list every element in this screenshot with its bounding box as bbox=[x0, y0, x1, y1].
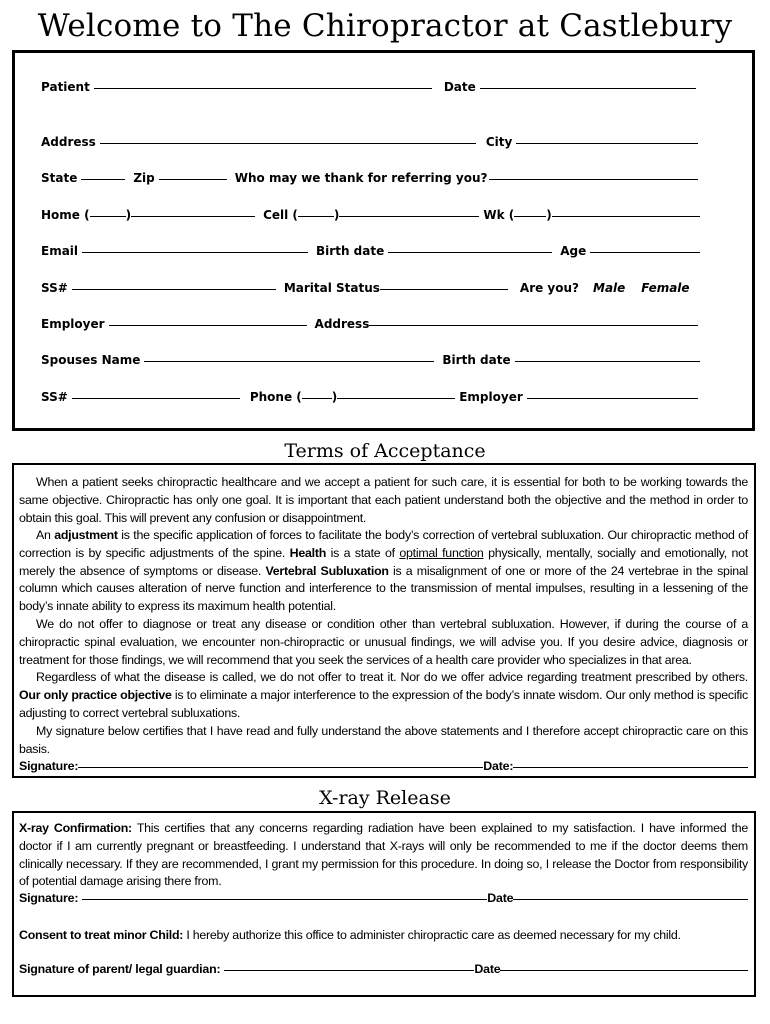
address-field[interactable] bbox=[100, 142, 476, 144]
practice-objective-term: Our only practice objective bbox=[19, 687, 172, 702]
state-row bbox=[41, 171, 726, 185]
employer-row bbox=[41, 317, 726, 331]
work-phone-label: Wk ( bbox=[483, 208, 515, 222]
referral-label: Who may we thank for referring you? bbox=[234, 171, 488, 185]
spouse-ss-field[interactable] bbox=[72, 397, 240, 399]
guardian-signature-field[interactable] bbox=[224, 969, 474, 971]
employer-address-field[interactable] bbox=[369, 324, 698, 326]
ss-label: SS# bbox=[41, 281, 68, 295]
terms-p4-text-a: Regardless of what the disease is called, we do not offer to treat it. Nor do we offer advice regarding treatment prescribed by others. bbox=[36, 670, 748, 684]
xray-heading: X-ray Release bbox=[319, 787, 451, 809]
terms-signature-field[interactable] bbox=[78, 766, 483, 768]
spouse-row bbox=[41, 353, 726, 367]
consent-paragraph bbox=[19, 927, 748, 945]
spouse-phone-field[interactable] bbox=[337, 397, 455, 399]
spouse-ss-label: SS# bbox=[41, 390, 68, 404]
terms-paragraph-5 bbox=[19, 723, 748, 759]
terms-p1-text: When a patient seeks chiropractic healthcare and we accept a patient for such care, it is essential for both to be working towards the same objective. Chiropractic has only one goal. It is important that each patient understand both the objective and the method in order to obtain this goal. This will prevent any confusion or disappointment. bbox=[19, 475, 748, 525]
terms-paragraph-4 bbox=[19, 669, 748, 722]
city-field[interactable] bbox=[516, 142, 698, 144]
work-phone-field[interactable] bbox=[552, 215, 700, 217]
xray-date-label: Date bbox=[487, 891, 514, 905]
employer-field[interactable] bbox=[109, 324, 307, 326]
referral-field[interactable] bbox=[489, 178, 699, 180]
consent-text: I hereby authorize this office to administer chiropractic care as deemed necessary for my child. bbox=[183, 928, 681, 942]
xray-confirmation-paragraph bbox=[19, 820, 748, 891]
guardian-date-field[interactable] bbox=[500, 969, 748, 971]
email-field[interactable] bbox=[82, 251, 308, 253]
terms-paragraph-2 bbox=[19, 527, 748, 616]
marital-status-label: Marital Status bbox=[283, 281, 380, 295]
email-label: Email bbox=[41, 244, 79, 258]
terms-section bbox=[12, 463, 756, 778]
birth-date-label: Birth date bbox=[316, 244, 385, 258]
spouse-employer-field[interactable] bbox=[527, 397, 698, 399]
xray-signature-label: Signature: bbox=[19, 891, 79, 905]
spouse-area-code-field[interactable] bbox=[302, 397, 332, 399]
terms-signature-label: Signature: bbox=[19, 759, 79, 773]
home-phone-label: Home ( bbox=[41, 208, 90, 222]
work-area-code-field[interactable] bbox=[514, 215, 546, 217]
xray-signature-field[interactable] bbox=[82, 898, 487, 900]
phone-row bbox=[41, 208, 726, 222]
page-title: Welcome to The Chiropractor at Castlebury bbox=[37, 8, 733, 44]
terms-date-label: Date: bbox=[483, 759, 514, 773]
terms-paragraph-1 bbox=[19, 474, 748, 527]
terms-signature-row bbox=[19, 759, 748, 773]
date-field[interactable] bbox=[480, 87, 696, 89]
employer-label: Employer bbox=[41, 317, 105, 331]
terms-date-field[interactable] bbox=[513, 766, 748, 768]
terms-p2-text-d: physically, mentally, socially and emotionally, not merely the absence of symptoms or disease. bbox=[19, 545, 748, 578]
spouse-name-label: Spouses Name bbox=[41, 353, 141, 367]
consent-label: Consent to treat minor Child: bbox=[19, 928, 184, 942]
optimal-function-term: optimal function bbox=[399, 545, 484, 560]
xray-confirmation-text: This certifies that any concerns regarding radiation have been explained to my satisfaction. I have informed the doctor if I am currently pregnant or breastfeeding. I understand that X-rays will only be recommended to me if the doctor deems them clinically necessary. If they are recommended, I grant my permission for this procedure. In doing so, I release the Doctor from responsibility of potential damage arising there from. bbox=[19, 821, 748, 889]
spouse-employer-label: Employer bbox=[459, 390, 523, 404]
cell-phone-label: Cell ( bbox=[263, 208, 298, 222]
age-label: Age bbox=[560, 244, 587, 258]
terms-p2-text-a: An bbox=[36, 528, 55, 542]
city-label: City bbox=[485, 135, 513, 149]
health-term: Health bbox=[289, 545, 327, 560]
spouse-birth-date-label: Birth date bbox=[442, 353, 511, 367]
are-you-label: Are you? bbox=[519, 281, 579, 295]
terms-p2-text-e: is a misalignment of one or more of the 24 vertebrae in the spinal column which causes alteration of nerve function and interference to the transmission of mental impulses, resulting in a lessening of the body’s innate ability to express its maximum health potential. bbox=[19, 563, 748, 614]
state-label: State bbox=[41, 171, 78, 185]
state-field[interactable] bbox=[81, 178, 125, 180]
xray-date-field[interactable] bbox=[513, 898, 748, 900]
vertebral-subluxation-term: Vertebral Subluxation bbox=[265, 563, 389, 578]
terms-p2-text-c: is a state of bbox=[326, 545, 400, 560]
terms-p2-text-b: is the specific application of forces to facilitate the body’s correction of vertebral subluxation. Our chiropractic method of correction is by specific adjustments of the spine. bbox=[19, 528, 748, 560]
employer-address-label: Address bbox=[314, 317, 370, 331]
terms-paragraph-3 bbox=[19, 616, 748, 669]
guardian-date-label: Date bbox=[474, 962, 501, 976]
guardian-signature-row bbox=[19, 962, 748, 976]
address-label: Address bbox=[41, 135, 96, 149]
patient-row bbox=[41, 80, 726, 94]
home-phone-field[interactable] bbox=[131, 215, 255, 217]
email-row bbox=[41, 244, 726, 258]
ss-field[interactable] bbox=[72, 288, 276, 290]
spouse-paren-close: ) bbox=[331, 390, 338, 404]
adjustment-term: adjustment bbox=[54, 528, 118, 542]
patient-label: Patient bbox=[41, 80, 90, 94]
date-label: Date bbox=[443, 80, 476, 94]
marital-status-field[interactable] bbox=[380, 288, 508, 290]
spouse-phone-label: Phone ( bbox=[249, 390, 302, 404]
spouse-ss-row bbox=[41, 390, 726, 404]
ss-row bbox=[41, 281, 726, 295]
patient-info-section bbox=[12, 50, 755, 431]
work-paren-close: ) bbox=[546, 208, 552, 222]
cell-area-code-field[interactable] bbox=[298, 215, 334, 217]
spouse-birth-date-field[interactable] bbox=[515, 360, 700, 362]
home-paren-close: ) bbox=[125, 208, 132, 222]
terms-heading: Terms of Acceptance bbox=[284, 440, 486, 462]
spouse-name-field[interactable] bbox=[144, 360, 434, 362]
birth-date-field[interactable] bbox=[388, 251, 552, 253]
xray-confirmation-label: X-ray Confirmation: bbox=[19, 821, 132, 835]
female-option[interactable]: Female bbox=[641, 281, 690, 295]
male-option[interactable]: Male bbox=[593, 281, 626, 295]
cell-phone-field[interactable] bbox=[339, 215, 479, 217]
address-row bbox=[41, 135, 726, 149]
xray-section bbox=[12, 811, 756, 997]
terms-p5-text: My signature below certifies that I have read and fully understand the above statements and I therefore accept chiropractic care on this basis. bbox=[19, 724, 748, 756]
home-area-code-field[interactable] bbox=[90, 215, 126, 217]
zip-label: Zip bbox=[133, 171, 155, 185]
patient-field[interactable] bbox=[94, 87, 432, 89]
terms-p4-text-b: is to eliminate a major interference to the expression of the body’s innate wisdom. Our only method is specific adjusting to correct vertebral subluxations. bbox=[19, 687, 748, 720]
cell-paren-close: ) bbox=[333, 208, 340, 222]
guardian-signature-label: Signature of parent/ legal guardian: bbox=[19, 962, 221, 976]
zip-field[interactable] bbox=[159, 178, 227, 180]
age-field[interactable] bbox=[590, 251, 700, 253]
terms-p3-text: We do not offer to diagnose or treat any disease or condition other than vertebral subluxation. However, if during the course of a chiropractic spinal evaluation, we encounter non-chiropractic or unusual findings, we will advise you. If you desire advice, diagnosis or treatment for those findings, we will recommend that you seek the services of a health care provider who specializes in that area. bbox=[19, 617, 748, 667]
xray-signature-row bbox=[19, 891, 748, 905]
